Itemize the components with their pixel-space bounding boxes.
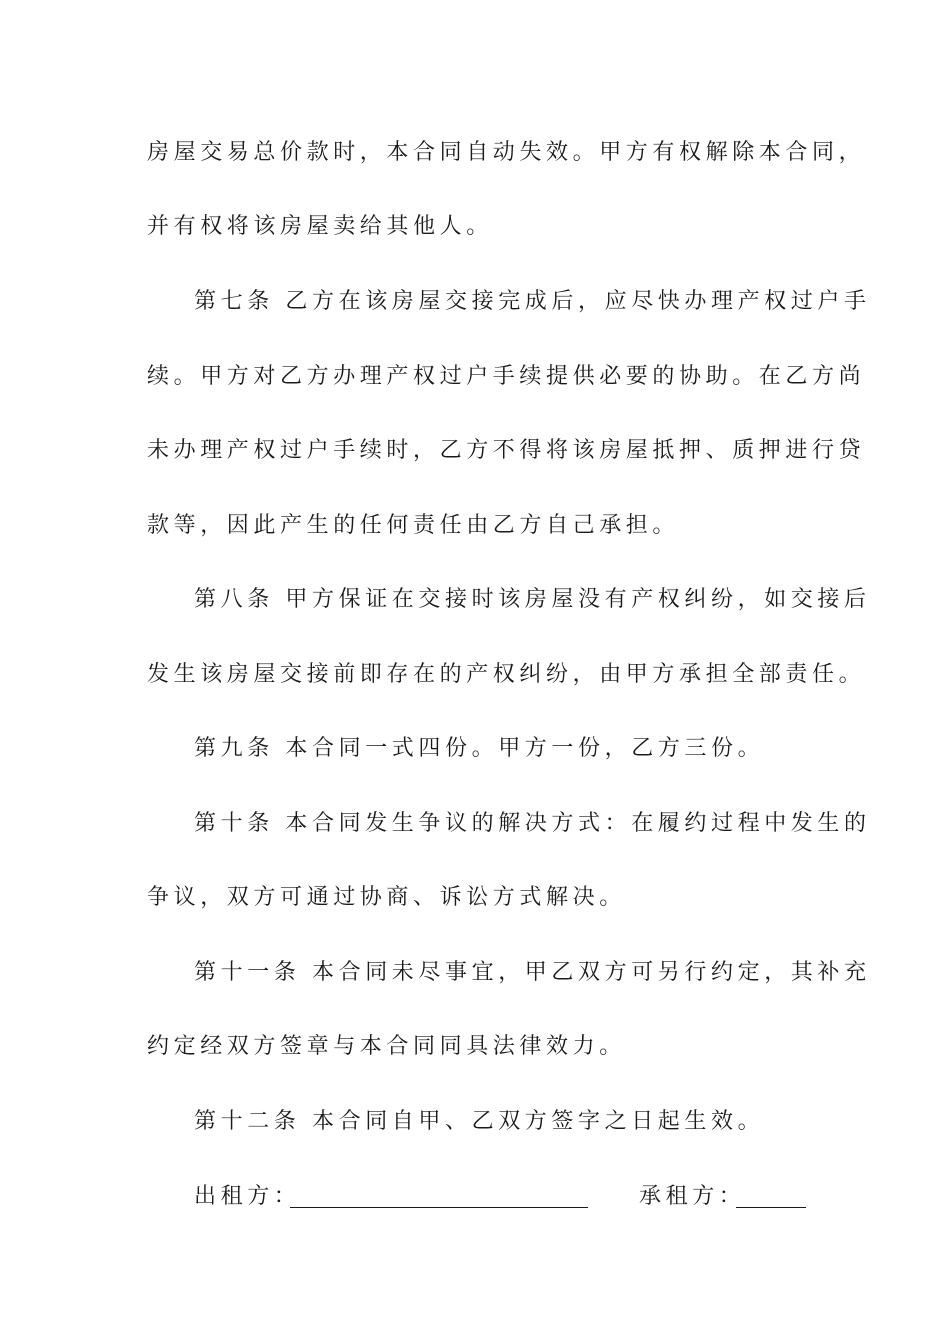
lessee-label: 承租方： <box>639 1184 746 1209</box>
clause-10-line-1: 第十条 本合同发生争议的解决方式：在履约过程中发生的 <box>194 811 871 836</box>
clause-9-line-1: 第九条 本合同一式四份。甲方一份，乙方三份。 <box>194 736 765 761</box>
clause-7-line-4: 款等，因此产生的任何责任由乙方自己承担。 <box>147 513 680 538</box>
text-line-1: 房屋交易总价款时，本合同自动失效。甲方有权解除本合同， <box>147 140 866 165</box>
clause-7-line-2: 续。甲方对乙方办理产权过户手续提供必要的协助。在乙方尚 <box>147 364 866 389</box>
clause-8-line-1: 第八条 甲方保证在交接时该房屋没有产权纠纷，如交接后 <box>194 587 871 612</box>
clause-12-line-1: 第十二条 本合同自甲、乙双方签字之日起生效。 <box>194 1109 765 1134</box>
clause-7-line-3: 未办理产权过户手续时，乙方不得将该房屋抵押、质押进行贷 <box>147 438 866 463</box>
clause-11-line-1: 第十一条 本合同未尽事宜，甲乙双方可另行约定，其补充 <box>194 960 871 985</box>
clause-11-line-2: 约定经双方签章与本合同同具法律效力。 <box>147 1034 626 1059</box>
clause-7-line-1: 第七条 乙方在该房屋交接完成后，应尽快办理产权过户手 <box>194 289 871 314</box>
lessor-signature-line[interactable] <box>290 1207 588 1208</box>
clause-10-line-2: 争议，双方可通过协商、诉讼方式解决。 <box>147 885 626 910</box>
lessee-signature-line[interactable] <box>736 1207 806 1208</box>
clause-8-line-2: 发生该房屋交接前即存在的产权纠纷，由甲方承担全部责任。 <box>147 662 866 687</box>
text-line-2: 并有权将该房屋卖给其他人。 <box>147 214 493 239</box>
lessor-label: 出租方： <box>194 1184 301 1209</box>
